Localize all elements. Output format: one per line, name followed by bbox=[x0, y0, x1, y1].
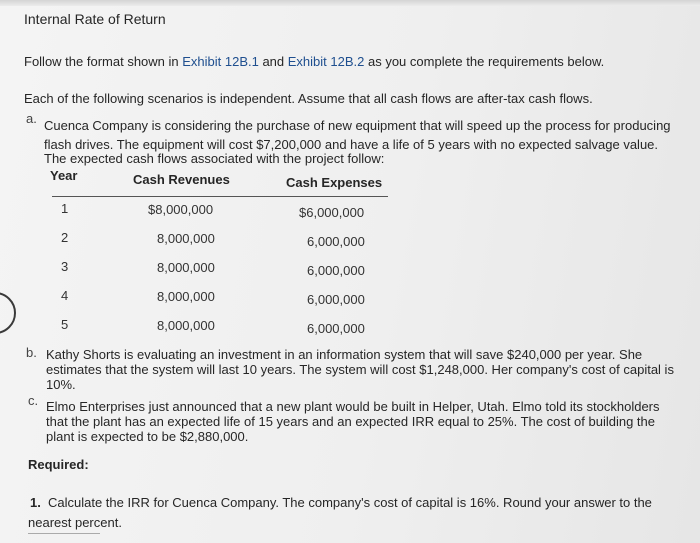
header-cash-revenues: Cash Revenues bbox=[133, 172, 230, 187]
cell-expenses: 6,000,000 bbox=[307, 321, 365, 336]
exhibit-12b1-link[interactable]: Exhibit 12B.1 bbox=[182, 54, 259, 69]
scenario-c-line-2: that the plant has an expected life of 15 years and an expected IRR equal to 25%. The cost of building the bbox=[46, 414, 656, 429]
scenario-a-line-1: Cuenca Company is considering the purchase of new equipment that will speed up the process for producing bbox=[44, 118, 671, 133]
cell-expenses: $6,000,000 bbox=[299, 205, 365, 220]
cell-expenses: 6,000,000 bbox=[307, 263, 365, 278]
cell-revenues: $8,000,000 bbox=[148, 202, 214, 217]
cell-revenues: 8,000,000 bbox=[157, 289, 215, 304]
required-heading: Required: bbox=[28, 457, 89, 472]
header-year: Year bbox=[50, 168, 78, 183]
independent-note: Each of the following scenarios is independent. Assume that all cash flows are after-tax cash flows. bbox=[24, 91, 593, 106]
cell-year: 3 bbox=[61, 259, 69, 274]
cell-expenses: 6,000,000 bbox=[307, 292, 365, 307]
scenario-b-line-1: Kathy Shorts is evaluating an investment in an information system that will save $240,000 per year. She bbox=[46, 347, 643, 362]
answer-divider bbox=[28, 533, 100, 534]
scenario-b-marker: b. bbox=[26, 345, 37, 360]
table-header-rule bbox=[52, 196, 388, 197]
cell-revenues: 8,000,000 bbox=[157, 260, 215, 275]
scenario-a-line-2: flash drives. The equipment will cost $7,200,000 and have a life of 5 years with no expected salvage value. bbox=[44, 137, 659, 152]
header-cash-expenses: Cash Expenses bbox=[286, 175, 383, 190]
scenario-b-line-3: 10%. bbox=[46, 377, 76, 392]
cell-expenses: 6,000,000 bbox=[307, 234, 365, 249]
requirement-1-line-1: Calculate the IRR for Cuenca Company. The company's cost of capital is 16%. Round your answer to the bbox=[48, 495, 652, 510]
exhibit-12b2-link[interactable]: Exhibit 12B.2 bbox=[287, 54, 365, 69]
cell-revenues: 8,000,000 bbox=[157, 231, 215, 246]
cell-year: 4 bbox=[61, 288, 69, 303]
requirement-1-line-2: nearest percent. bbox=[28, 515, 122, 530]
page-title: Internal Rate of Return bbox=[24, 11, 166, 27]
top-edge bbox=[0, 0, 700, 6]
cell-year: 2 bbox=[61, 230, 69, 245]
binder-hole-shadow bbox=[0, 290, 18, 336]
cell-year: 5 bbox=[61, 317, 69, 332]
intro-text-after: as you complete the requirements below. bbox=[364, 54, 605, 69]
cell-revenues: 8,000,000 bbox=[157, 318, 215, 333]
cell-year: 1 bbox=[61, 201, 69, 216]
scenario-b-line-2: estimates that the system will last 10 years. The system will cost $1,248,000. Her company's cost of capital is bbox=[46, 362, 674, 377]
requirement-1-marker: 1. bbox=[30, 495, 41, 510]
scenario-c-line-1: Elmo Enterprises just announced that a new plant would be built in Helper, Utah. Elmo told its stockholders bbox=[46, 399, 660, 414]
scenario-a-line-3: The expected cash flows associated with the project follow: bbox=[44, 151, 385, 166]
intro-line bbox=[24, 54, 604, 70]
intro-text-middle: and bbox=[258, 54, 288, 69]
scenario-a-marker: a. bbox=[26, 111, 37, 126]
scenario-c-line-3: plant is expected to be $2,880,000. bbox=[46, 429, 249, 444]
scenario-c-marker: c. bbox=[28, 393, 39, 408]
intro-text-before: Follow the format shown in bbox=[24, 54, 183, 69]
